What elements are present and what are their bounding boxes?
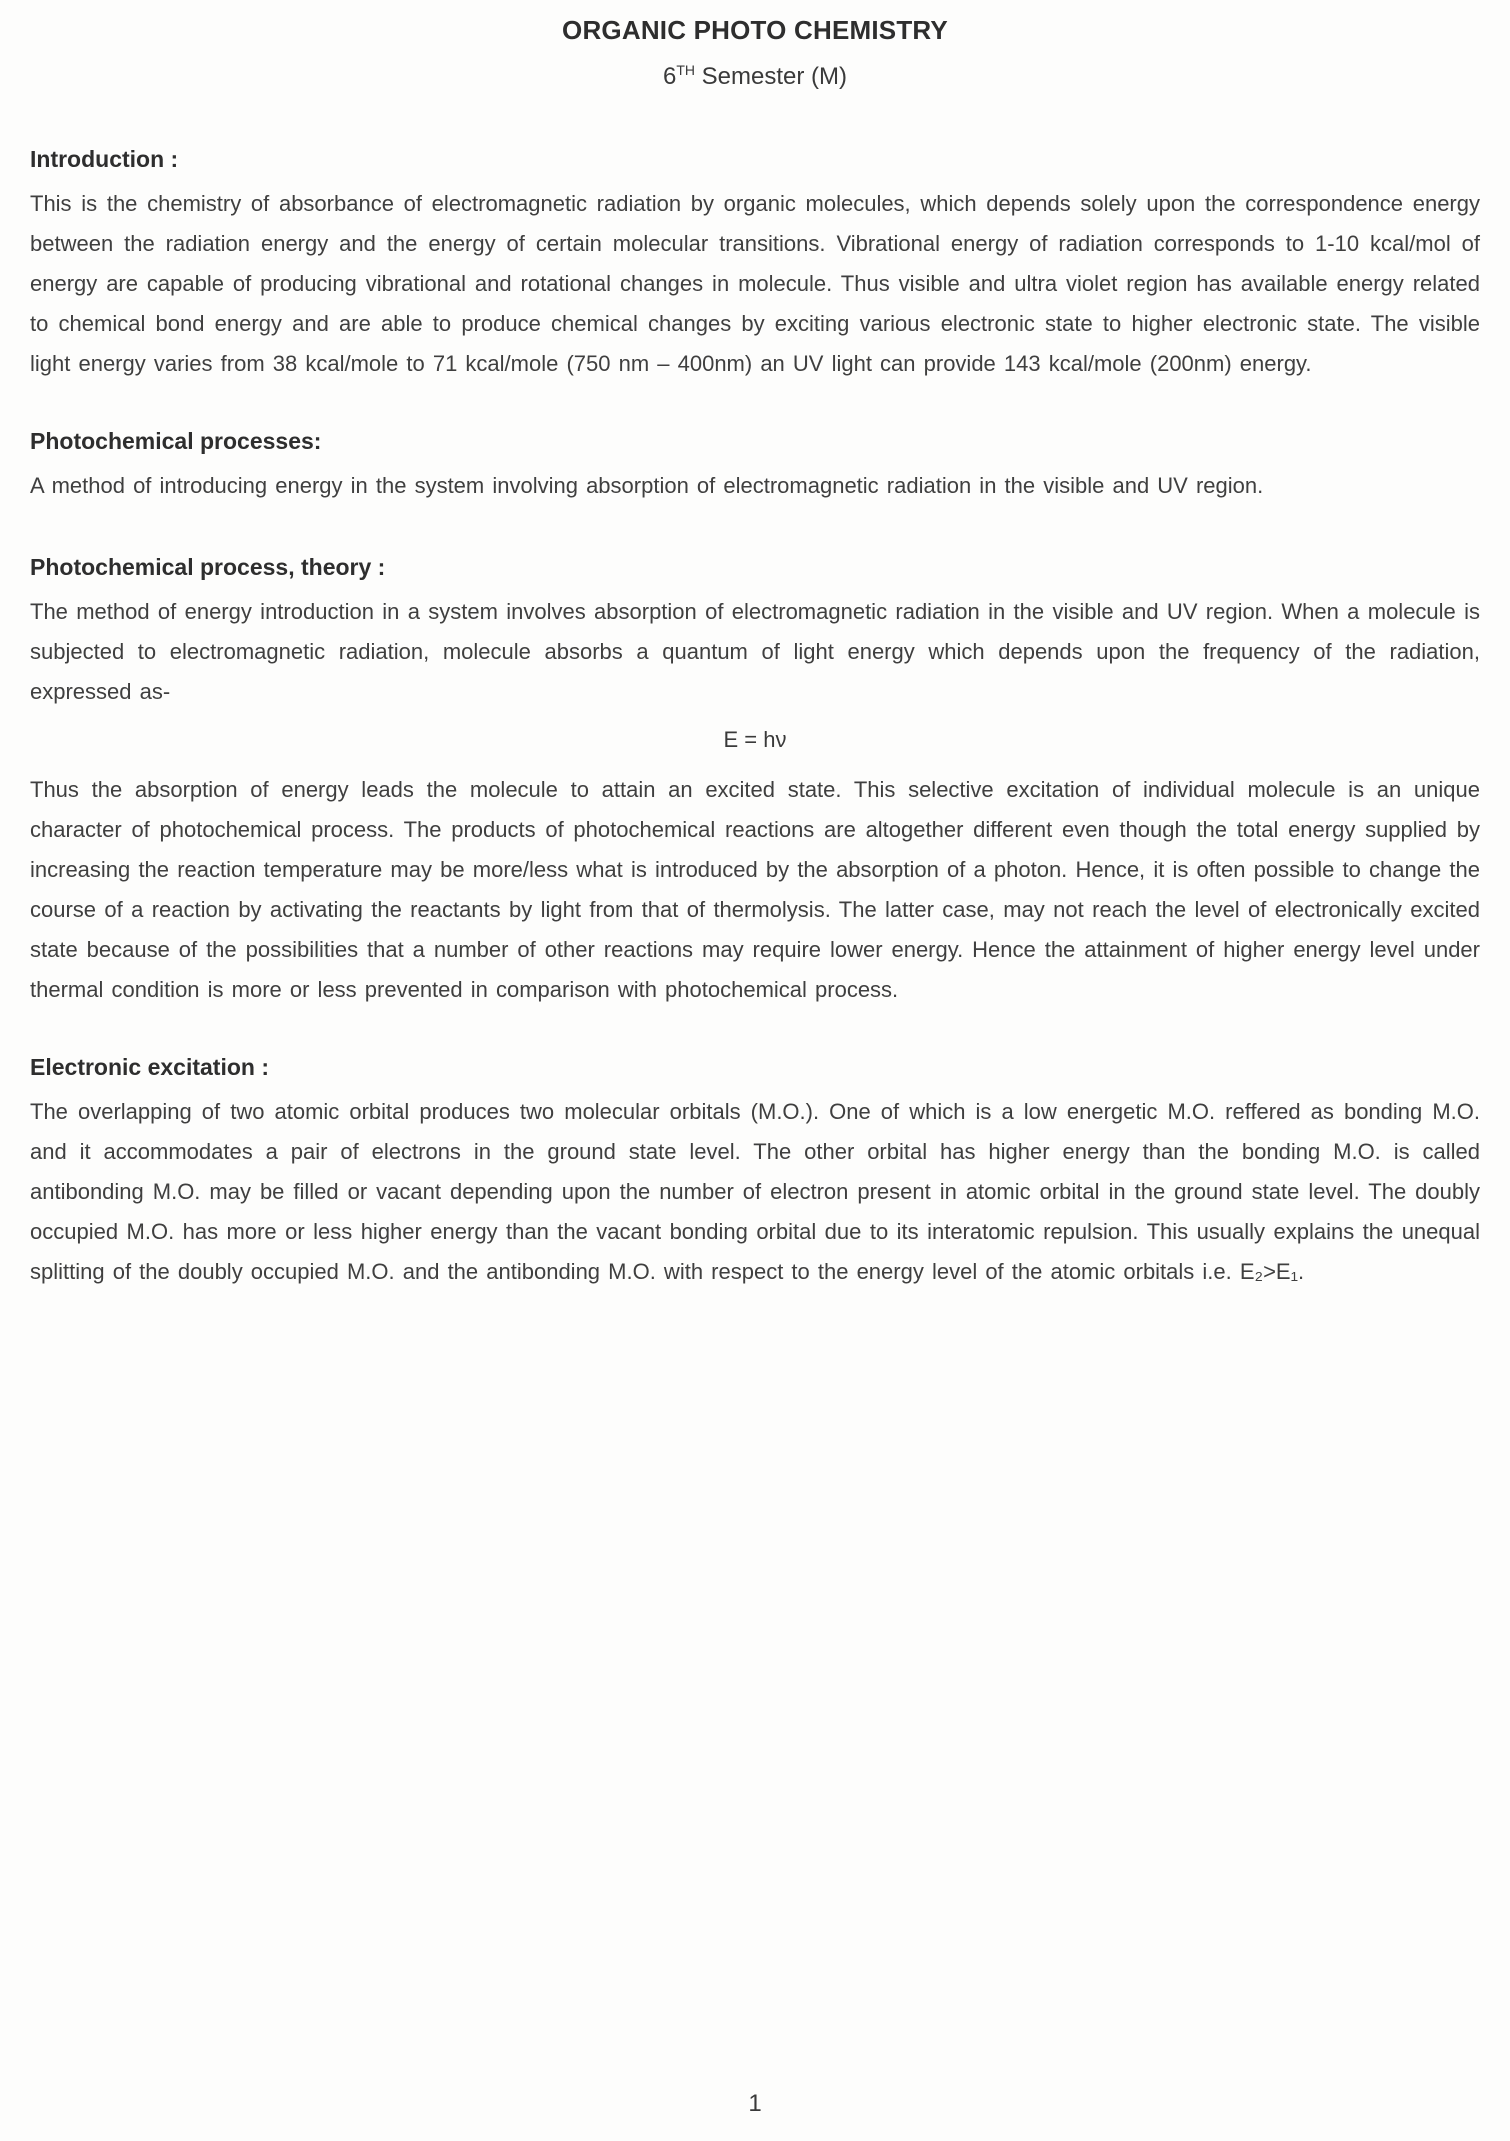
formula-e-equals-h-nu: E = hν bbox=[723, 727, 787, 752]
paragraph-theory-before-formula: The method of energy introduction in a system involves absorption of electromagnetic radiation in the visible and UV region. When a molecule is subjected to electromagnetic radiation, molecule absorbs a quantum of light energy which depends upon the frequency of the radiation, expressed as- bbox=[30, 599, 1480, 704]
paragraph-electronic-excitation: The overlapping of two atomic orbital produces two molecular orbitals (M.O.). One of which is a low energetic M.O. reffered as bonding M.O. and it accommodates a pair of electrons in the ground state level. The other orbital has higher energy than the bonding M.O. is called antibonding M.O. may be filled or vacant depending upon the number of electron present in atomic orbital in the ground state level. The doubly occupied M.O. has more or less higher energy than the vacant bonding orbital due to its interatomic repulsion. This usually explains the unequal splitting of the doubly occupied M.O. and the antibonding M.O. with respect to the energy level of the atomic orbitals i.e. E₂>E₁. bbox=[30, 1099, 1480, 1284]
section-introduction bbox=[30, 144, 1480, 384]
document-header bbox=[30, 14, 1480, 92]
section-photochemical-processes bbox=[30, 426, 1480, 506]
paragraph-introduction: This is the chemistry of absorbance of electromagnetic radiation by organic molecules, which depends solely upon the correspondence energy between the radiation energy and the energy of certain molecular transitions. Vibrational energy of radiation corresponds to 1-10 kcal/mol of energy are capable of producing vibrational and rotational changes in molecule. Thus visible and ultra violet region has available energy related to chemical bond energy and are able to produce chemical changes by exciting various electronic state to higher electronic state. The visible light energy varies from 38 kcal/mole to 71 kcal/mole (750 nm – 400nm) an UV light can provide 143 kcal/mole (200nm) energy. bbox=[30, 191, 1480, 376]
section-heading-photochemical-process-theory: Photochemical process, theory : bbox=[30, 554, 386, 580]
subtitle-superscript: TH bbox=[676, 62, 695, 78]
paragraph-photochemical-processes: A method of introducing energy in the system involving absorption of electromagnetic radiation in the visible and UV region. bbox=[30, 473, 1264, 498]
page-title: ORGANIC PHOTO CHEMISTRY bbox=[562, 15, 948, 45]
page-number: 1 bbox=[748, 2090, 762, 2117]
paragraph-theory-after-formula: Thus the absorption of energy leads the molecule to attain an excited state. This selective excitation of individual molecule is an unique character of photochemical process. The products of photochemical reactions are altogether different even though the total energy supplied by increasing the reaction temperature may be more/less what is introduced by the absorption of a photon. Hence, it is often possible to change the course of a reaction by activating the reactants by light from that of thermolysis. The latter case, may not reach the level of electronically excited state because of the possibilities that a number of other reactions may require lower energy. Hence the attainment of higher energy level under thermal condition is more or less prevented in comparison with photochemical process. bbox=[30, 777, 1480, 1002]
page-subtitle bbox=[30, 62, 1480, 92]
section-heading-photochemical-processes: Photochemical processes: bbox=[30, 428, 322, 454]
subtitle-base: 6 bbox=[662, 63, 677, 90]
subtitle-rest: Semester (M) bbox=[695, 63, 848, 90]
section-heading-electronic-excitation: Electronic excitation : bbox=[30, 1054, 270, 1080]
section-electronic-excitation bbox=[30, 1052, 1480, 1292]
section-photochemical-process-theory bbox=[30, 552, 1480, 1010]
section-heading-introduction: Introduction : bbox=[30, 146, 179, 172]
